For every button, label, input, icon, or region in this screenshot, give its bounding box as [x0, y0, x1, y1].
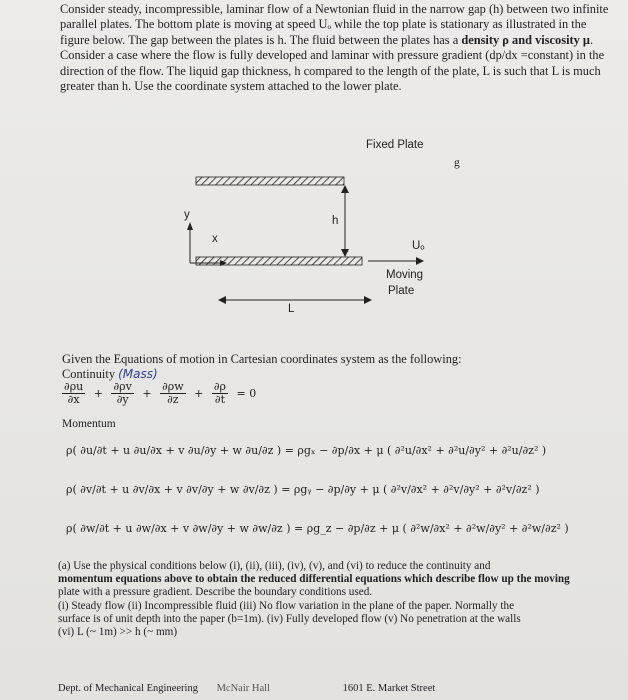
footer-address: 1601 E. Market Street: [342, 683, 436, 694]
question-line-3: plate with a pressure gradient. Describe the boundary conditions used.: [58, 586, 373, 599]
question-block: [58, 560, 578, 639]
question-line-1: (a) Use the physical conditions below (i), (ii), (iii), (iv), (v), and (vi) to reduce the continuity and: [58, 560, 491, 572]
plates-figure: [180, 135, 460, 330]
y-axis-label: y: [184, 209, 190, 221]
momentum-y-mid: = ρgᵧ − ∂p/∂y + μ: [281, 483, 380, 496]
continuity-term-1: $\frac{\partial\rho u}{\partial x}$: [64, 380, 84, 406]
gap-arrow-top: [341, 185, 349, 193]
momentum-y-rhs: ( ∂²v/∂x² + ∂²v/∂y² + ∂²v/∂z² ): [382, 483, 540, 496]
velocity-arrowhead: [416, 257, 424, 265]
length-arrow-left: [218, 296, 226, 304]
footer-hall: McNair Hall: [216, 683, 270, 694]
equations-intro: Given the Equations of motion in Cartesian coordinates system as the following:: [62, 352, 462, 366]
momentum-z-equation: [66, 522, 569, 535]
length-arrow-right: [364, 296, 372, 304]
problem-line-4: Consider a case where the flow is fully developed and laminar with pressure gradient (dp/dx =constant) in the: [60, 48, 605, 63]
length-label: L: [288, 303, 295, 315]
momentum-x-mid: = ρgₓ − ∂p/∂x + μ: [284, 444, 384, 457]
continuity-term-3: $\frac{\partial\rho w}{\partial z}$: [162, 380, 184, 406]
question-line-5: surface is of unit depth into the paper (b=1m). (iv) Fully developed flow (v) No penetration at the walls: [58, 612, 521, 625]
fixed-plate-label: Fixed Plate: [366, 139, 424, 151]
problem-line-1: Consider steady, incompressible, laminar flow of a Newtonian fluid in the narrow gap (h) between two infinite: [60, 2, 609, 16]
continuity-term-2: $\frac{\partial\rho v}{\partial y}$: [113, 380, 132, 406]
continuity-label: Continuity: [62, 367, 116, 381]
momentum-y-lhs: ρ( ∂v/∂t + u ∂v/∂x + v ∂v/∂y + w ∂v/∂z ): [66, 483, 278, 496]
continuity-handwritten-note: (Mass): [118, 367, 158, 381]
problem-line-5: direction of the flow. The liquid gap thickness, h compared to the length of the plate, L is such that L is much: [60, 63, 601, 78]
fixed-plate: [196, 177, 344, 185]
problem-statement: [60, 2, 609, 94]
question-line-2: momentum equations above to obtain the reduced differential equations which describe flow up the moving: [58, 573, 570, 586]
property-bold-phrase: density ρ and viscosity μ: [461, 32, 590, 47]
continuity-equation: $\frac{\partial\rho u}{\partial x}$ + $\frac{\partial\rho v}{\partial y}$ + $\frac{\partial\rho w}{\partial z}$ + $\frac{\partial\rho}{\partial t}$ = 0: [64, 380, 257, 406]
continuity-term-4: $\frac{\partial\rho}{\partial t}$: [213, 380, 227, 406]
velocity-label: Uₒ: [412, 240, 425, 252]
momentum-x-equation: [66, 444, 546, 457]
momentum-label: Momentum: [62, 418, 116, 430]
momentum-z-lhs: ρ( ∂w/∂t + u ∂w/∂x + v ∂w/∂y + w ∂w/∂z ): [66, 522, 291, 535]
momentum-x-rhs: ( ∂²u/∂x² + ∂²u/∂y² + ∂²u/∂z² ): [386, 444, 547, 457]
plates-diagram: [180, 135, 460, 330]
problem-line-6: greater than h. Use the coordinate system attached to the lower plate.: [60, 79, 402, 94]
momentum-y-equation: [66, 483, 540, 496]
momentum-z-mid: = ρg_z − ∂p/∂z + μ: [294, 522, 400, 535]
momentum-x-lhs: ρ( ∂u/∂t + u ∂u/∂x + v ∂u/∂y + w ∂u/∂z ): [66, 444, 282, 457]
page-footer: [58, 683, 618, 694]
question-line-4: (i) Steady flow (ii) Incompressible fluid (iii) No flow variation in the plane of the paper. Normally the: [58, 599, 515, 612]
footer-dept: Dept. of Mechanical Engineering: [58, 683, 198, 694]
gap-label: h: [332, 215, 339, 227]
continuity-rhs: = 0: [236, 387, 257, 400]
moving-label: Moving: [386, 269, 424, 281]
momentum-z-rhs: ( ∂²w/∂x² + ∂²w/∂y² + ∂²w/∂z² ): [402, 522, 569, 535]
problem-line-2: parallel plates. The bottom plate is moving at speed Uₒ while the top plate is stationary as illustrated in the: [60, 17, 587, 32]
problem-line-3: figure below. The gap between the plates is h. The fluid between the plates has a density ρ and viscosity μ.: [60, 32, 594, 47]
plate-label: Plate: [388, 285, 415, 297]
y-axis-arrow: [187, 222, 193, 230]
question-line-6: (vi) L (~ 1m) >> h (~ mm): [58, 626, 178, 639]
gravity-label: g: [454, 157, 460, 169]
x-axis-label: x: [212, 233, 218, 245]
gap-arrow-bottom: [341, 249, 349, 257]
